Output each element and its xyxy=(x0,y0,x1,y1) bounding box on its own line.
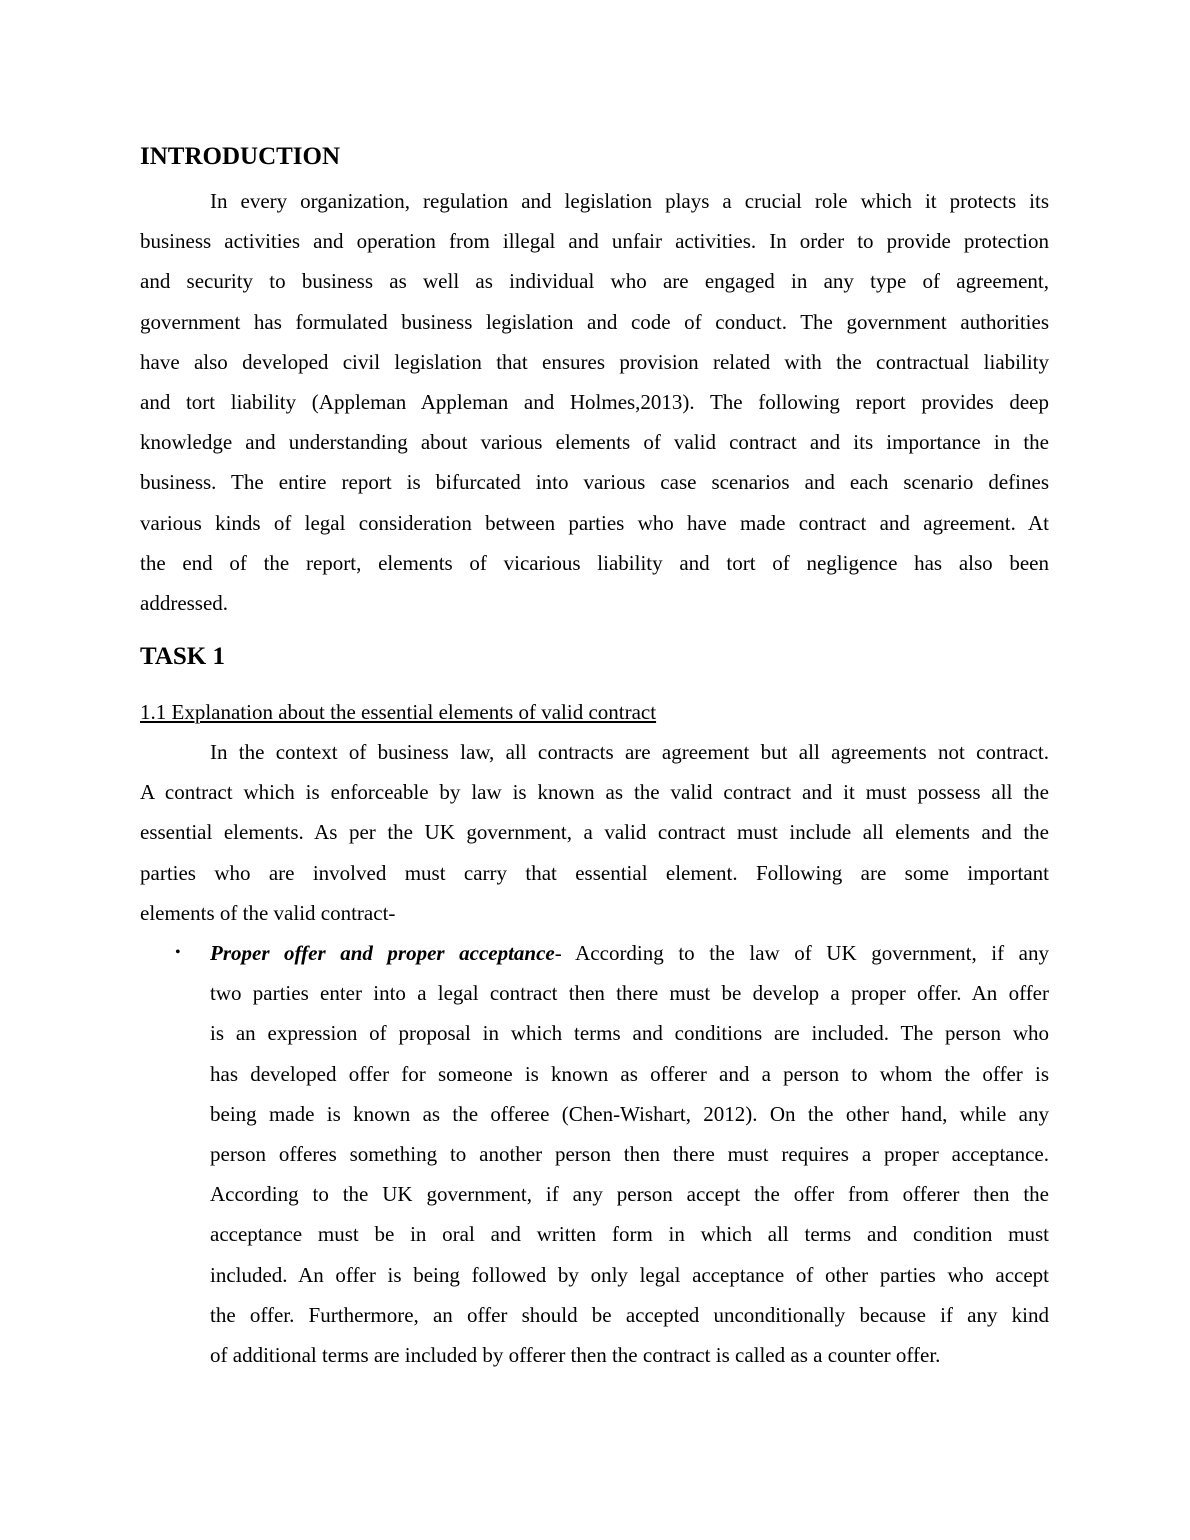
text-line: elements of the valid contract- xyxy=(140,900,396,925)
bullet-icon: • xyxy=(175,944,181,961)
text-line: essential elements. As per the UK government, a valid contract must include all elements and the xyxy=(140,820,1049,845)
text-line: acceptance must be in oral and written form in which all terms and condition must xyxy=(210,1222,1049,1247)
text-line: two parties enter into a legal contract then there must be develop a proper offer. An offer xyxy=(210,981,1049,1006)
text-line: have also developed civil legislation that ensures provision related with the contractual liability xyxy=(140,349,1049,374)
task1-subheading: 1.1 Explanation about the essential elements of valid contract xyxy=(140,700,657,724)
text-line: According to the UK government, if any person accept the offer from offerer then the xyxy=(210,1182,1049,1207)
text-line: included. An offer is being followed by only legal acceptance of other parties who accept xyxy=(210,1262,1049,1287)
text-line: business activities and operation from illegal and unfair activities. In order to provide protection xyxy=(140,229,1049,254)
text-line: parties who are involved must carry that essential element. Following are some important xyxy=(140,860,1049,885)
task1-heading: TASK 1 xyxy=(140,643,225,670)
text-line: various kinds of legal consideration between parties who have made contract and agreement. At xyxy=(140,510,1049,535)
text-line: A contract which is enforceable by law is known as the valid contract and it must possess all the xyxy=(140,780,1049,805)
text-line: being made is known as the offeree (Chen-Wishart, 2012). On the other hand, while any xyxy=(210,1101,1049,1126)
text-line: the offer. Furthermore, an offer should be accepted unconditionally because if any kind xyxy=(210,1302,1049,1327)
text-line: knowledge and understanding about various elements of valid contract and its importance in the xyxy=(140,430,1049,455)
text-line: In the context of business law, all contracts are agreement but all agreements not contract. xyxy=(210,740,1049,764)
bullet-first-text: - According to the law of UK government, if any xyxy=(554,941,1049,965)
text-line: and tort liability (Appleman Appleman and Holmes,2013). The following report provides deep xyxy=(140,389,1049,414)
intro-heading: INTRODUCTION xyxy=(140,143,341,170)
intro-paragraph xyxy=(140,181,1049,623)
text-line: addressed. xyxy=(140,590,229,615)
text-line: and security to business as well as individual who are engaged in any type of agreement, xyxy=(140,269,1049,294)
text-line: In every organization, regulation and legislation plays a crucial role which it protects its xyxy=(210,189,1049,213)
bullet-item xyxy=(175,933,1049,1375)
text-line: the end of the report, elements of vicarious liability and tort of negligence has also been xyxy=(140,550,1049,575)
text-line: person offeres something to another person then there must requires a proper acceptance. xyxy=(210,1141,1049,1166)
text-line: is an expression of proposal in which terms and conditions are included. The person who xyxy=(210,1021,1049,1046)
task1-paragraph xyxy=(140,732,1049,933)
text-line: of additional terms are included by offerer then the contract is called as a counter offer. xyxy=(210,1342,941,1367)
text-line: business. The entire report is bifurcated into various case scenarios and each scenario defines xyxy=(140,470,1049,495)
text-line: has developed offer for someone is known as offerer and a person to whom the offer is xyxy=(210,1061,1049,1086)
text-line: government has formulated business legislation and code of conduct. The government authorities xyxy=(140,309,1049,334)
bullet-term: Proper offer and proper acceptance xyxy=(210,941,555,965)
bullet-first-line xyxy=(210,933,1049,973)
